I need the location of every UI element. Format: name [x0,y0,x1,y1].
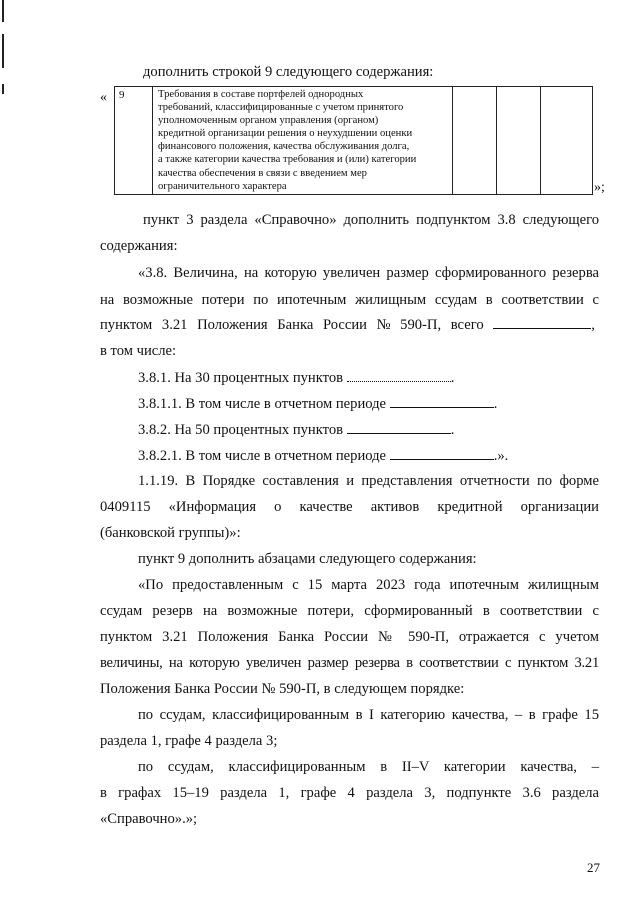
line-end: . [450,370,455,386]
paragraph-line: «3.8. Величина, на которую увеличен размер сформированного резерва [138,265,599,281]
empty-cell [453,87,497,195]
row-text-line: а также категории качества требования и (или) категории [158,154,417,166]
paragraph-line: в графах 15–19 раздела 1, графе 4 раздела 3, подпункте 3.6 раздела [100,785,599,801]
table-open-quote: « [100,90,107,105]
fill-in-blank [347,421,451,434]
paragraph-line: раздела 1, графе 4 раздела 3; [100,733,278,749]
paragraph-line: величины, на которую увеличен размер резерва в соответствии с пунктом 3.21 [100,655,599,671]
paragraph-line: пунктом 3.21 Положения Банка России № 590-П, отражается с учетом [100,629,599,645]
row-text-line: требований, классифицированные с учетом принятого [158,102,404,114]
paragraph-line [138,421,454,439]
paragraph-line: пункт 3 раздела «Справочно» дополнить подпунктом 3.8 следующего [143,212,599,228]
paragraph-line: «По предоставленным с 15 марта 2023 года ипотечным жилищным [138,577,599,593]
row-number-cell: 9 [115,87,153,195]
paragraph-line: в том числе: [100,343,177,359]
paragraph-line: 0409115 «Информация о качестве активов кредитной организации [100,499,599,515]
line-text: 3.8.1.1. В том числе в отчетном периоде [138,396,387,412]
scan-mark-middle [2,34,4,68]
paragraph-line: содержания: [100,238,178,254]
scan-mark-lower [2,84,4,94]
intro-line: дополнить строкой 9 следующего содержания: [143,64,434,80]
paragraph-line [138,369,454,387]
line-text: пунктом 3.21 Положения Банка России № 590-П, всего [100,317,484,333]
row-text-line: качества обеспечения в связи с введением мер [158,167,367,179]
paragraph-line: пункт 9 дополнить абзацами следующего содержания: [138,551,477,567]
paragraph-line: Положения Банка России № 590-П, в следующем порядке: [100,681,465,697]
line-text: 3.8.2. На 50 процентных пунктов [138,422,344,438]
paragraph-line [100,316,600,334]
line-end: .». [493,448,509,464]
row-text-line: уполномоченным органом управления (органом) [158,115,379,127]
inserted-row-table [114,86,592,195]
paragraph-line: по ссудам, классифицированным в I категорию качества, – в графе 15 [138,707,599,723]
paragraph-line: ссудам резерв на возможные потери, сформированный в соответствии с [100,603,599,619]
row-description-cell [153,87,453,195]
paragraph-line [138,447,508,465]
line-end: . [450,422,455,438]
empty-cell [541,87,593,195]
row-text-line: Требования в составе портфелей однородных [158,89,364,100]
fill-in-blank [390,395,494,408]
line-text: 3.8.2.1. В том числе в отчетном периоде [138,448,387,464]
fill-in-blank [493,316,591,329]
paragraph-line: «Справочно».»; [100,811,198,827]
line-end: , [591,317,595,333]
line-text: 3.8.1. На 30 процентных пунктов [138,370,344,386]
row-text-line: кредитной организации решения о неухудшении оценки [158,128,413,140]
row-text-line: ограничительного характера [158,180,287,192]
line-end: . [493,396,498,412]
page-number: 27 [587,860,600,875]
scan-mark-top [2,0,4,22]
fill-in-blank [390,447,494,460]
paragraph-line: на возможные потери по ипотечным жилищным ссудам в соответствии с [100,292,599,308]
paragraph-line: 1.1.19. В Порядке составления и представления отчетности по форме [138,473,599,489]
table-row [115,87,593,195]
row-text-line: финансового положения, качества обслуживания долга, [158,141,410,153]
paragraph-line: (банковской группы)»: [100,525,241,541]
paragraph-line: по ссудам, классифицированным в II–V категории качества, – [138,759,599,775]
fill-in-blank [347,369,451,382]
empty-cell [497,87,541,195]
paragraph-line [138,395,497,413]
table-close-quote: »; [594,180,605,195]
